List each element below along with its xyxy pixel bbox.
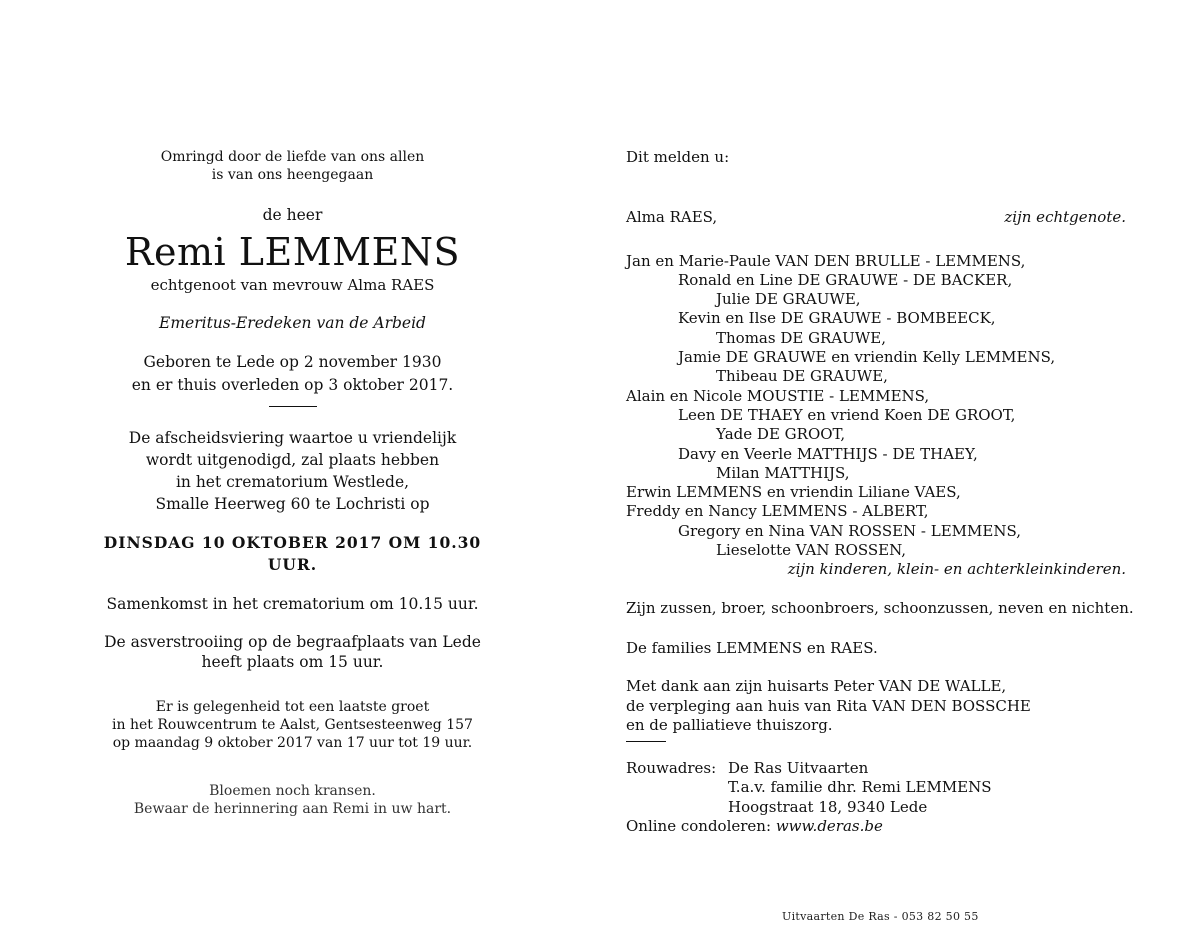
family-member-line: Kevin en Ilse DE GRAUWE - BOMBEECK,	[678, 309, 996, 328]
online-label: Online condoleren:	[626, 817, 772, 836]
spouse-name: Alma RAES,	[626, 208, 718, 227]
family-member-line: Milan MATTHIJS,	[716, 463, 850, 482]
ceremony-line-1	[90, 427, 495, 449]
address-line-2: T.a.v. familie dhr. Remi LEMMENS	[728, 778, 992, 797]
family-member-line: Jamie DE GRAUWE en vriendin Kelly LEMMENS,	[678, 348, 1056, 367]
family-member-line: Freddy en Nancy LEMMENS - ALBERT,	[626, 502, 929, 521]
spouse-line: echtgenoot van mevrouw Alma RAES	[150, 276, 435, 294]
honor-title: Emeritus-Eredeken van de Arbeid	[159, 314, 426, 332]
siblings-line: Zijn zussen, broer, schoonbroers, schoonzussen, neven en nichten.	[626, 598, 1134, 617]
families-line: De families LEMMENS en RAES.	[626, 638, 878, 657]
deceased-name: Remi LEMMENS	[124, 230, 461, 274]
visit-line-3: op maandag 9 oktober 2017 van 17 uur tot 19 uur.	[112, 735, 473, 751]
family-member-line: Alain en Nicole MOUSTIE - LEMMENS,	[626, 386, 930, 405]
family-member-line: Davy en Veerle MATTHIJS - DE THAEY,	[678, 444, 978, 463]
family-member-line: Julie DE GRAUWE,	[716, 290, 861, 309]
family-member-line: Thibeau DE GRAUWE,	[716, 367, 888, 386]
online-url-link[interactable]: www.deras.be	[775, 817, 883, 836]
ashes-line-2: heeft plaats om 15 uur.	[201, 653, 384, 671]
flowers-line-2: Bewaar de herinnering aan Remi in uw hart.	[133, 801, 452, 817]
address-row-3	[626, 798, 1126, 817]
title-text: de heer	[262, 206, 323, 224]
footer-contact: Uitvaarten De Ras - 053 82 50 55	[782, 910, 979, 923]
thanks-line-1: Met dank aan zijn huisarts Peter VAN DE WALLE,	[626, 677, 1007, 696]
family-list	[626, 252, 1126, 561]
children-role: zijn kinderen, klein- en achterkleinkinderen.	[787, 560, 1126, 579]
gathering-line: Samenkomst in het crematorium om 10.15 uur.	[106, 595, 479, 613]
intro-line-2: is van ons heengegaan	[211, 167, 374, 183]
spouse-row	[626, 208, 1126, 227]
thanks-line-2: de verpleging aan huis van Rita VAN DEN BOSSCHE	[626, 696, 1031, 715]
ceremony-line-4: Smalle Heerweg 60 te Lochristi op	[155, 495, 430, 513]
thanks-line-3: en de palliatieve thuiszorg.	[626, 715, 833, 734]
died-line: en er thuis overleden op 3 oktober 2017.	[131, 376, 454, 394]
address-line-1: De Ras Uitvaarten	[728, 759, 869, 778]
spouse-role: zijn echtgenote.	[1004, 208, 1126, 227]
online-row	[626, 817, 1126, 836]
ashes-line-1: De asverstrooiing op de begraafplaats van Lede	[104, 633, 481, 651]
ceremony-line-2: wordt uitgenodigd, zal plaats hebben	[145, 451, 440, 469]
intro-line-1: Omringd door de liefde van ons allen	[160, 149, 425, 165]
left-column	[90, 148, 495, 818]
born-line: Geboren te Lede op 2 november 1930	[143, 353, 442, 371]
family-member-line: Leen DE THAEY en vriend Koen DE GROOT,	[678, 405, 1016, 424]
family-member-line: Lieselotte VAN ROSSEN,	[716, 541, 907, 560]
address-row-1	[626, 759, 1126, 778]
family-member-line: Ronald en Line DE GRAUWE - DE BACKER,	[678, 270, 1013, 289]
address-row-2	[626, 778, 1126, 797]
ceremony-date: DINSDAG 10 OKTOBER 2017 OM 10.30 UUR.	[103, 533, 482, 574]
address-line-3: Hoogstraat 18, 9340 Lede	[728, 797, 928, 816]
family-member-line: Gregory en Nina VAN ROSSEN - LEMMENS,	[678, 521, 1021, 540]
flowers-line-1: Bloemen noch kransen.	[209, 783, 376, 799]
family-member-line: Yade DE GROOT,	[716, 425, 846, 444]
family-member-line: Erwin LEMMENS en vriendin Liliane VAES,	[626, 483, 961, 502]
address-label: Rouwadres:	[626, 759, 717, 778]
announce-line: Dit melden u:	[626, 148, 730, 166]
ceremony-line-1-text: De afscheidsviering waartoe u vriendelijk	[128, 429, 457, 447]
family-member-line: Thomas DE GRAUWE,	[716, 328, 886, 347]
family-member-line: Jan en Marie-Paule VAN DEN BRULLE - LEMMENS,	[626, 251, 1026, 270]
right-column	[626, 148, 1134, 836]
visit-line-1: Er is gelegenheid tot een laatste groet	[155, 699, 430, 715]
ceremony-line-3: in het crematorium Westlede,	[175, 473, 410, 491]
visit-line-2: in het Rouwcentrum te Aalst, Gentsesteenweg 157	[112, 717, 473, 733]
